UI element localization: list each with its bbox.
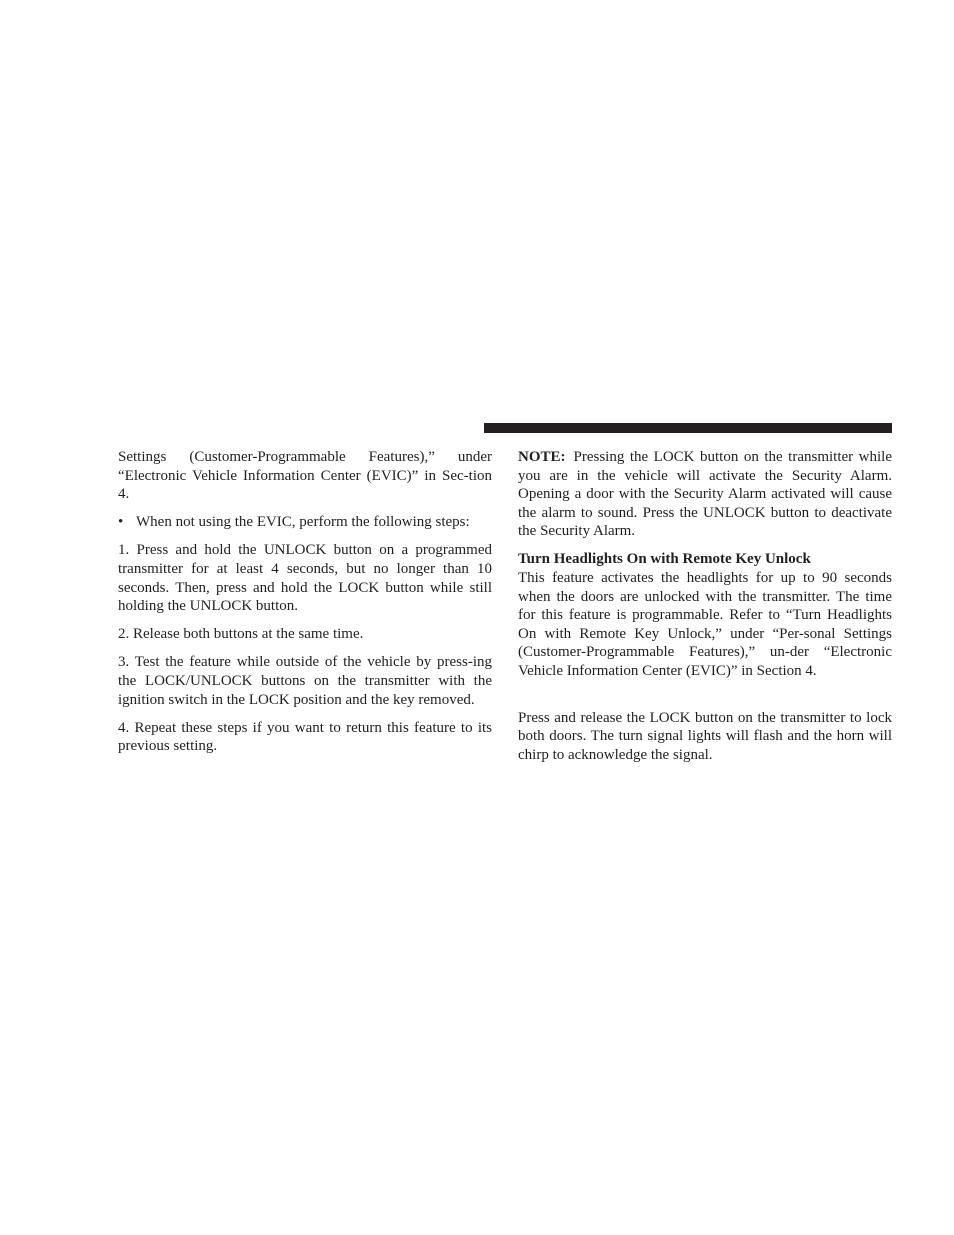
step-4: 4. Repeat these steps if you want to return this feature to its previous setting. [118,719,492,755]
note-text: Pressing the LOCK button on the transmitter while you are in the vehicle will activate the Security Alarm. Opening a door with the Security Alarm activated will cause the alarm to sound. Press the UNLOCK button to deactivate the Security Alarm. [518,449,892,540]
bullet-text: When not using the EVIC, perform the following steps: [136,514,470,531]
intro-paragraph: Settings (Customer-Programmable Features),” under “Electronic Vehicle Information Center (EVIC)” in Sec-tion 4. [118,449,492,503]
step-3: 3. Test the feature while outside of the vehicle by press-ing the LOCK/UNLOCK buttons on the transmitter with the ignition switch in the LOCK position and the key removed. [118,654,492,708]
right-column [518,448,892,774]
section-header-rule [484,423,892,433]
lock-paragraph: Press and release the LOCK button on the transmitter to lock both doors. The turn signal lights will flash and the horn will chirp to acknowledge the signal. [518,709,892,763]
bullet-item [118,513,492,532]
bullet-dot-icon: • [118,514,124,531]
step-2: 2. Release both buttons at the same time. [118,626,364,643]
headlights-paragraph: This feature activates the headlights for up to 90 seconds when the doors are unlocked with the transmitter. The time for this feature is programmable. Refer to “Turn Headlights On with Remote Key Unlock,” under “Per-sonal Settings (Customer-Programmable Features),” un-der “Electronic Vehicle Information Center (EVIC)” in Section 4. [518,570,892,680]
note-label: NOTE: [518,449,566,465]
blank-heading-space [518,690,892,709]
note-paragraph [518,448,892,541]
section-heading: Turn Headlights On with Remote Key Unlock [518,551,811,568]
left-column [118,448,492,765]
step-1: 1. Press and hold the UNLOCK button on a programmed transmitter for at least 4 seconds, but no longer than 10 seconds. Then, press and hold the LOCK button while still holding the UNLOCK button. [118,542,492,615]
